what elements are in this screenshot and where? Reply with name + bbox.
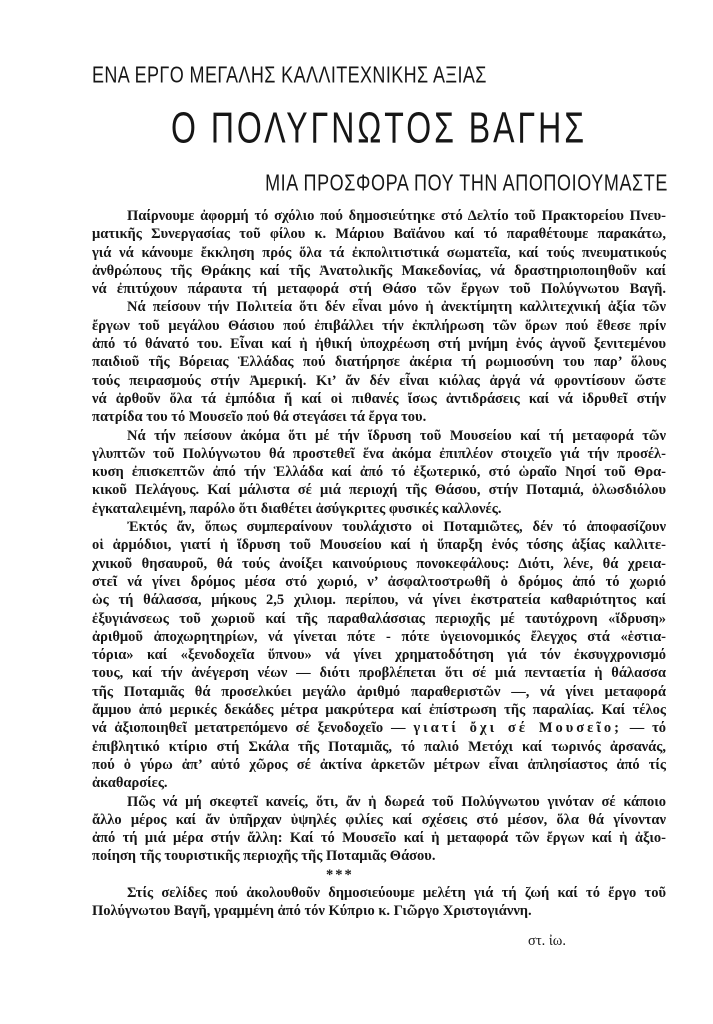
text-line: ἔργων τοῦ μεγάλου Θάσιου πού ἐπιβάλλει τήν ἐκπλήρωση τῶν ὅρων πού ἔθεσε πρίν: [92, 317, 666, 334]
text-line: ἀπό τή μιά μέρα στήν ἄλλη: Καί τό Μουσεῖο καί ἡ μεταφορά τῶν ἔργων καί ἡ ἀξιο-: [92, 830, 666, 847]
text-line: ποίηση τῆς τουριστικῆς περιοχῆς τῆς Ποταμιᾶς Θάσου.: [92, 848, 436, 865]
text-line: Πῶς νά μή σκεφτεῖ κανείς, ὅτι, ἄν ἡ δωρεά τοῦ Πολύγνωτου γινόταν σέ κάποιο: [127, 793, 666, 810]
text-line: στεῖ νά γίνει δρόμος μέσα στό χωριό, ν’ ἀσφαλτοστρωθῆ ὁ δρόμος ἀπό τό χωριό: [92, 573, 666, 590]
text-line: ἄλλο μέρος καί ἄν ὑπῆρχαν ὑψηλές φιλίες καί σχέσεις στό μέσον, ὅλα θά γίνονταν: [92, 811, 666, 828]
paragraph: [92, 207, 666, 298]
article-title: Ο ΠΟΛΥΓΝΩΤΟΣ ΒΑΓΗΣ: [171, 103, 587, 152]
text-line: ἐξυγιάνσεως τοῦ χωριοῦ καί τῆς παραθαλάσσιας περιοχῆς μέ ταυτόχρονη «ἵδρυση»: [92, 610, 666, 627]
text-line: τόρια» καί «ξενοδοχεῖα ὕπνου» νά γίνει χρηματοδότηση γιά τόν ἐκσυγχρονισμό: [92, 647, 666, 664]
text-segment: νά ἀξιοποιηθεῖ μετατρεπόμενο σέ ξενοδοχεῖο —: [92, 720, 414, 737]
text-line: νά ἀρθοῦν ὅλα τά ἐμπόδια ἤ καί οἱ πιθανές ἴσως ἀντιδράσεις καί νά ἱδρυθεῖ στήν: [92, 390, 666, 407]
text-line: ματικῆς Συνεργασίας τοῦ φίλου κ. Μάριου Βαϊάνου καί τό παραθέτουμε παρακάτω,: [92, 226, 666, 243]
text-line: ἐπιβλητικό κτίριο στή Σκάλα τῆς Ποταμιᾶς, τό παλιό Μετόχι καί τωρινός ἀρσανάς,: [92, 738, 666, 755]
text-line: ἀκαθαρσίες.: [92, 775, 168, 792]
kicker-heading: ΕΝΑ ΕΡΓΟ ΜΕΓΑΛΗΣ ΚΑΛΛΙΤΕΧΝΙΚΗΣ ΑΞΙΑΣ: [92, 61, 487, 88]
paragraph: [92, 427, 666, 518]
text-line: ἄμμου ἀπό μερικές δεκάδες μέτρα μακρύτερα καί ἐπίστρωση τῆς παραλίας. Καί τέλος: [92, 702, 666, 719]
emphasized-phrase: γιατί ὄχι σέ Μουσεῖο;: [413, 720, 622, 737]
text-line: Παίρνουμε ἀφορμή τό σχόλιο πού δημοσιεύτηκε στό Δελτίο τοῦ Πρακτορείου Πνευ-: [127, 208, 666, 224]
closing-paragraph: [92, 884, 666, 921]
section-separator: ***: [326, 866, 354, 883]
text-line: τῆς Ποταμιᾶς θά προσελκύει μεγάλο ἀριθμό παραθεριστῶν —, νά γίνει μεταφορά: [92, 683, 666, 700]
text-line: [92, 719, 666, 737]
text-line: ἀνθρώπους τῆς Θράκης καί τῆς Ἀνατολικῆς Μακεδονίας, νά δραστηριοποιηθοῦν καί: [92, 262, 666, 279]
text-line: τους, καί τήν ἀνέγερση νέων — διότι προβλέπεται ὅτι σέ μιά πενταετία ἡ θάλασσα: [92, 665, 666, 682]
text-line: κυση ἐπισκεπτῶν ἀπό τήν Ἑλλάδα καί ἀπό τό ἐξωτερικό, στό ὡραῖο Νησί τοῦ Θρα-: [92, 464, 666, 481]
article-subtitle: ΜΙΑ ΠΡΟΣΦΟΡΑ ΠΟΥ ΤΗΝ ΑΠΟΠΟΙΟΥΜΑΣΤΕ: [265, 169, 668, 196]
paragraph: [92, 793, 666, 866]
text-line: οἱ ἁρμόδιοι, γιατί ἡ ἵδρυση τοῦ Μουσείου καί ἡ ὕπαρξη ἑνός τόσης ἀξίας καλλιτε-: [92, 537, 666, 554]
paragraph: [92, 518, 666, 792]
text-line: ἀριθμοῦ ἀποχωρητηρίων, νά γίνεται πότε - πότε ὑγειονομικός ἔλεγχος στά «ἑστια-: [92, 628, 666, 645]
text-line: ἐγκαταλειμένη, παρόλο ὅτι διαθέτει ἀσύγκριτες φυσικές καλλονές.: [92, 500, 502, 517]
text-line: Πολύγνωτου Βαγῆ, γραμμένη ἀπό τόν Κύπριο κ. Γιῶργο Χριστογιάννη.: [92, 903, 532, 920]
article-body: [92, 207, 666, 950]
text-line: κικοῦ Πελάγους. Καί μάλιστα σέ μιά περιοχή τῆς Θάσου, στήν Ποταμιά, ὁλωσδιόλου: [92, 482, 666, 499]
text-line: νά ἐπιτύχουν πάραυτα τή μεταφορά στή Θάσο τῶν ἔργων τοῦ Πολύγνωτου Βαγῆ.: [92, 281, 666, 298]
text-line: γλυπτῶν τοῦ Πολύγνωτου θά προστεθεῖ ἕνα ἀκόμα ἐπιπλέον στοιχεῖο γιά τήν προσέλ-: [92, 445, 666, 462]
text-line: γιά νά κάνουμε ἔκκληση πρός ὅλα τά ἐκπολιτιστικά σωματεῖα, καί τούς πνευματικούς: [92, 244, 666, 261]
text-line: παιδιοῦ τῆς Βόρειας Ἑλλάδας πού διατήρησε ἀκέρια τή ρωμιοσύνη του παρ’ ὅλους: [92, 354, 666, 371]
text-line: Νά πείσουν τήν Πολιτεία ὅτι δέν εἶναι μόνο ἡ ἀνεκτίμητη καλλιτεχνική ἀξία τῶν: [127, 299, 666, 316]
text-line: Στίς σελίδες πού ἀκολουθοῦν δημοσιεύουμε μελέτη γιά τή ζωή καί τό ἔργο τοῦ: [127, 884, 666, 901]
text-segment: — τό: [621, 720, 666, 737]
text-line: Νά τήν πείσουν ἀκόμα ὅτι μέ τήν ἵδρυση τοῦ Μουσείου καί τή μεταφορά τῶν: [127, 427, 666, 444]
paragraph: [92, 298, 666, 426]
text-line: πού ὁ γύρω ἀπ’ αὐτό χῶρος σέ ἀκτίνα ἀρκετῶν μέτρων εἶναι ἀπλησίαστος ἀπό τίς: [92, 756, 666, 773]
text-line: ὡς τή θάλασσα, μήκους 2,5 χιλιομ. περίπου, νά γίνει ἐκστρατεία καθαριότητος καί: [92, 592, 666, 609]
author-signature: στ. ἰω.: [528, 932, 566, 949]
text-line: ἀπό τό θάνατό του. Εἶναι καί ἡ ἠθική ὑποχρέωση στή μνήμη ἑνός ἁγνοῦ ξενιτεμένου: [92, 336, 666, 353]
text-line: τούς πειρασμούς στήν Ἀμερική. Κι’ ἄν δέν εἶναι κιόλας ἀργά νά φροντίσουν ὥστε: [92, 372, 666, 389]
text-line: Ἐκτός ἄν, ὅπως συμπεραίνουν τουλάχιστο οἱ Ποταμιῶτες, δέν τό ἀποφασίζουν: [127, 519, 666, 536]
text-line: πατρίδα του τό Μουσεῖο πού θά στεγάσει τά ἔργα του.: [92, 409, 427, 426]
text-line: χνικοῦ θησαυροῦ, θά τούς ἀνοίξει καινούριους πονοκεφάλους: Διότι, λένε, θά χρεια-: [92, 555, 666, 572]
